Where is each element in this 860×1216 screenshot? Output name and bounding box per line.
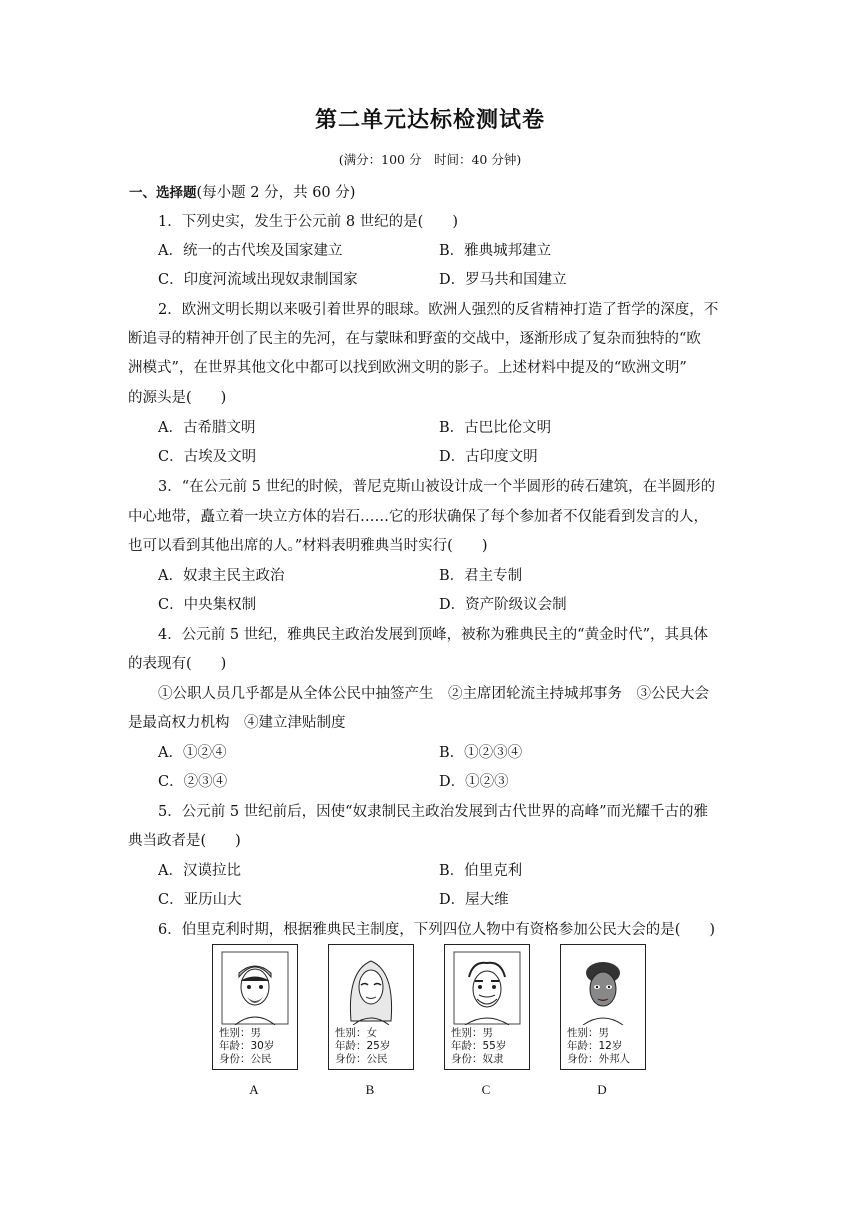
question-3-stem-line: 也可以看到其他出席的人。”材料表明雅典当时实行( ) (128, 538, 488, 554)
id-card-status: 身份：公民 (335, 1053, 388, 1065)
question-3-stem-line: 中心地带，矗立着一块立方体的岩石……它的形状确保了每个参加者不仅能看到发言的人， (128, 509, 708, 525)
id-card-label-c: C (481, 1082, 491, 1097)
question-1-option-a: A．统一的古代埃及国家建立 (158, 243, 343, 259)
question-3-option-a: A．奴隶主民主政治 (158, 568, 285, 584)
question-5-stem-line: 5．公元前 5 世纪前后，因使“奴隶制民主政治发展到古代世界的高峰”而光耀千古的雅 (158, 804, 708, 820)
question-2-stem-line: 断追寻的精神开创了民主的先河，在与蒙昧和野蛮的交战中，逐渐形成了复杂而独特的“欧 (128, 331, 701, 347)
question-2-option-b: B．古巴比伦文明 (439, 420, 552, 436)
id-card-info (219, 1027, 274, 1066)
section-heading-title: 一、选择题 (129, 185, 197, 201)
id-card-age: 年龄：55岁 (451, 1040, 507, 1052)
question-5-option-a: A．汉谟拉比 (158, 863, 241, 879)
id-card-info (451, 1027, 506, 1066)
old-man-portrait-icon (453, 951, 521, 1025)
id-card-age: 年龄：30岁 (219, 1040, 275, 1052)
question-1-option-c: C．印度河流域出现奴隶制国家 (158, 272, 358, 288)
section-heading-note: (每小题 2 分，共 60 分) (196, 185, 356, 201)
id-card-a (212, 944, 298, 1070)
question-4-stem-line: 4．公元前 5 世纪，雅典民主政治发展到顶峰，被称为雅典民主的“黄金时代”，其具体 (158, 627, 708, 643)
question-5-option-d: D．屋大维 (439, 892, 509, 908)
woman-portrait-icon (337, 951, 405, 1025)
question-1-option-d: D．罗马共和国建立 (439, 272, 567, 288)
question-2-option-d: D．古印度文明 (439, 449, 538, 465)
question-2-stem-line: 的源头是( ) (128, 390, 227, 406)
id-cards-figure (212, 944, 652, 1104)
question-1-option-b: B．雅典城邦建立 (439, 243, 552, 259)
question-3-stem-line: 3．“在公元前 5 世纪的时候，普尼克斯山被设计成一个半圆形的砖石建筑，在半圆形的 (158, 479, 716, 495)
page-subtitle: (满分：100 分 时间：40 分钟) (338, 152, 522, 167)
id-card-label-b: B (365, 1082, 375, 1097)
question-1-stem: 1．下列史实，发生于公元前 8 世纪的是( ) (158, 214, 458, 230)
section-heading (129, 181, 355, 202)
question-3-option-d: D．资产阶级议会制 (439, 597, 567, 613)
question-2-option-a: A．古希腊文明 (158, 420, 256, 436)
id-card-gender: 性别：男 (567, 1027, 609, 1039)
question-5-option-b: B．伯里克利 (439, 863, 523, 879)
question-3-option-c: C．中央集权制 (158, 597, 257, 613)
question-2-option-c: C．古埃及文明 (158, 449, 257, 465)
question-4-item-line: ①公职人员几乎都是从全体公民中抽签产生 ②主席团轮流主持城邦事务 ③公民大会 (158, 686, 709, 702)
id-card-label-d: D (597, 1082, 607, 1097)
question-2-stem-line: 洲模式”，在世界其他文化中都可以找到欧洲文明的影子。上述材料中提及的“欧洲文明” (128, 360, 687, 376)
id-card-status: 身份：公民 (219, 1053, 272, 1065)
id-card-gender: 性别：女 (335, 1027, 377, 1039)
man-with-cap-portrait-icon (221, 951, 289, 1025)
question-4-option-a: A．①②④ (158, 745, 227, 761)
question-4-option-c: C．②③④ (158, 774, 228, 790)
question-6-stem: 6．伯里克利时期，根据雅典民主制度，下列四位人物中有资格参加公民大会的是( ) (158, 922, 716, 938)
id-card-label-a: A (249, 1082, 259, 1097)
boy-portrait-icon (569, 951, 637, 1025)
id-card-status: 身份：外邦人 (567, 1053, 630, 1065)
question-4-option-b: B．①②③④ (439, 745, 523, 761)
question-2-stem-line: 2．欧洲文明长期以来吸引着世界的眼球。欧洲人强烈的反省精神打造了哲学的深度，不 (158, 302, 719, 318)
question-4-stem-line: 的表现有( ) (128, 656, 227, 672)
page-title: 第二单元达标检测试卷 (314, 108, 545, 133)
question-3-option-b: B．君主专制 (439, 568, 523, 584)
id-card-gender: 性别：男 (219, 1027, 261, 1039)
id-card-info (335, 1027, 390, 1066)
question-4-item-line: 是最高权力机构 ④建立津贴制度 (128, 715, 346, 731)
question-4-option-d: D．①②③ (439, 774, 509, 790)
id-card-d (560, 944, 646, 1070)
id-card-info (567, 1027, 630, 1066)
id-card-age: 年龄：25岁 (335, 1040, 391, 1052)
question-5-stem-line: 典当政者是( ) (128, 833, 241, 849)
id-card-status: 身份：奴隶 (451, 1053, 504, 1065)
id-card-b (328, 944, 414, 1070)
question-5-option-c: C．亚历山大 (158, 892, 242, 908)
id-card-age: 年龄：12岁 (567, 1040, 623, 1052)
id-card-gender: 性别：男 (451, 1027, 493, 1039)
id-card-c (444, 944, 530, 1070)
